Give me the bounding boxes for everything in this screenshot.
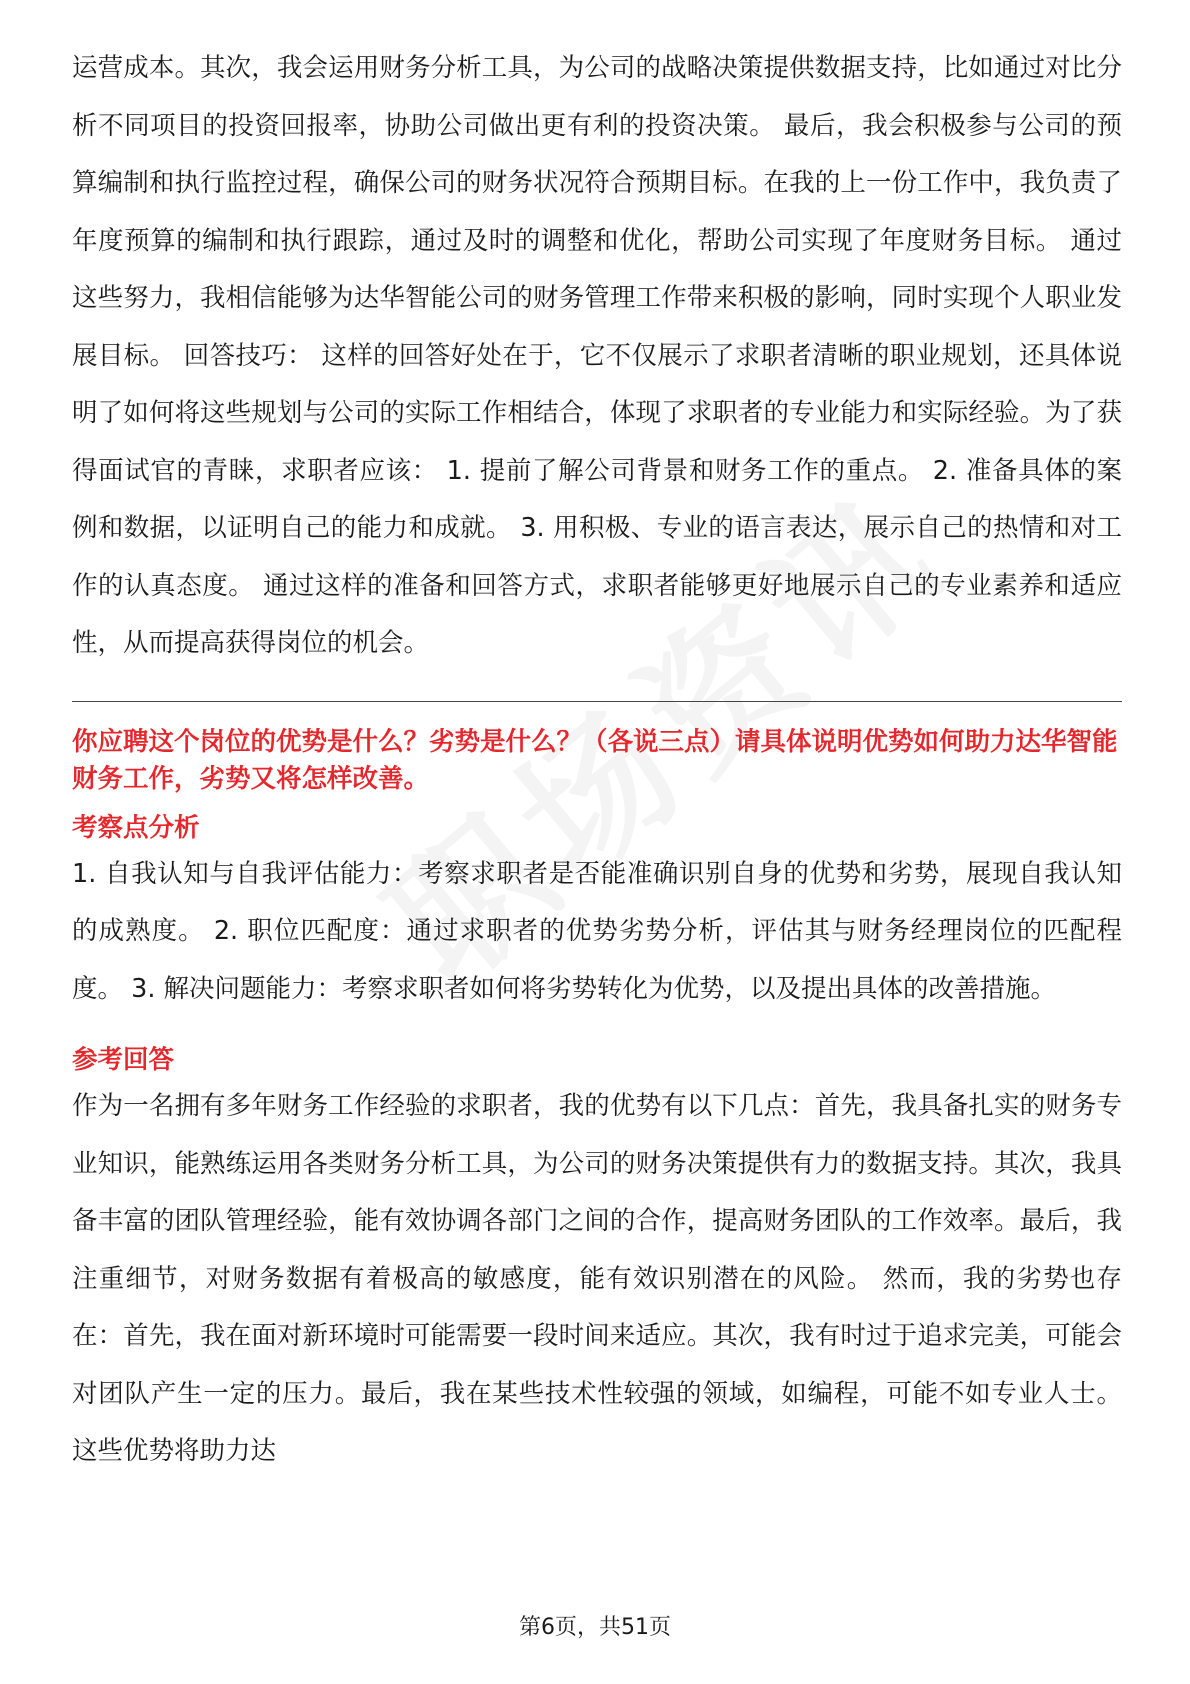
page-number: 第6页，共51页 — [519, 1615, 671, 1640]
question-title: 你应聘这个岗位的优势是什么？劣势是什么？（各说三点）请具体说明优势如何助力达华智能财务工作，劣势又将怎样改善。 — [72, 726, 1118, 794]
section-divider — [72, 701, 1122, 702]
page-content — [72, 40, 1122, 1481]
analysis-text: 1. 自我认知与自我评估能力：考察求职者是否能准确识别自身的优势和劣势，展现自我认知的成熟度。 2. 职位匹配度：通过求职者的优势劣势分析，评估其与财务经理岗位的匹配程度。 3. 解决问题能力：考察求职者如何将劣势转化为优势，以及提出具体的改善措施。 — [72, 858, 1122, 1004]
reference-answer-heading: 参考回答 — [72, 1045, 175, 1075]
analysis-heading: 考察点分析 — [72, 812, 200, 843]
previous-answer-text: 运营成本。其次，我会运用财务分析工具，为公司的战略决策提供数据支持，比如通过对比分析不同项目的投资回报率，协助公司做出更有利的投资决策。 最后，我会积极参与公司的预算编制和执行监控过程，确保公司的财务状况符合预期目标。在我的上一份工作中，我负责了年度预算的编制和执行跟踪，通过及时的调整和优化，帮助公司实现了年度财务目标。 通过这些努力，我相信能够为达华智能公司的财务管理工作带来积极的影响，同时实现个人职业发展目标。 回答技巧： 这样的回答好处在于，它不仅展示了求职者清晰的职业规划，还具体说明了如何将这些规划与公司的实际工作相结合，体现了求职者的专业能力和实际经验。为了获得面试官的青睐，求职者应该： 1. 提前了解公司背景和财务工作的重点。 2. 准备具体的案例和数据，以证明自己的能力和成就。 3. 用积极、专业的语言表达，展示自己的热情和对工作的认真态度。 通过这样的准备和回答方式，求职者能够更好地展示自己的专业素养和适应性，从而提高获得岗位的机会。 — [72, 53, 1122, 658]
reference-answer-text: 作为一名拥有多年财务工作经验的求职者，我的优势有以下几点：首先，我具备扎实的财务专业知识，能熟练运用各类财务分析工具，为公司的财务决策提供有力的数据支持。其次，我具备丰富的团队管理经验，能有效协调各部门之间的合作，提高财务团队的工作效率。最后，我注重细节，对财务数据有着极高的敏感度，能有效识别潜在的风险。 然而，我的劣势也存在：首先，我在面对新环境时可能需要一段时间来适应。其次，我有时过于追求完美，可能会对团队产生一定的压力。最后，我在某些技术性较强的领域，如编程，可能不如专业人士。 这些优势将助力达 — [72, 1091, 1122, 1466]
